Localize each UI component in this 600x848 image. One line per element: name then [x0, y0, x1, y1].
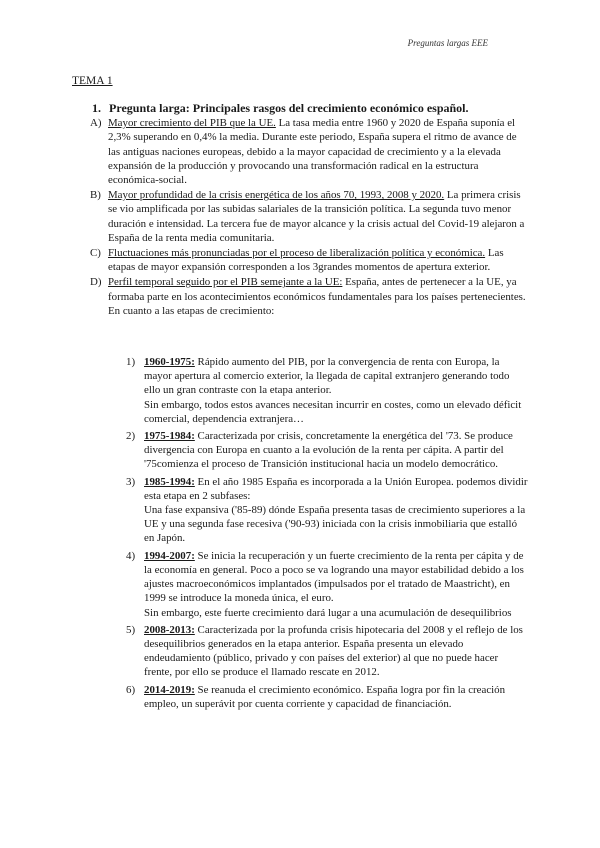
- stage-item: [72, 623, 528, 680]
- spacer: [72, 328, 528, 352]
- stage-period: 1960-1975:: [144, 356, 195, 369]
- list-item: [72, 188, 528, 245]
- stage-item: [72, 429, 528, 472]
- stage-marker: 1): [126, 356, 136, 369]
- item-text: La tasa media entre 1960 y 2020 de España suponía el 2,3% superando en 0,4% la media. Durante este periodo, España supera el ritmo de avance de las antiguas naciones europeas, debido a la mayor capacidad de crecimiento y a la elevada expansión de la producción y provocando una transformación radical en la estructura económica-social.: [108, 117, 517, 187]
- stage-text: Rápido aumento del PIB, por la convergencia de renta con Europa, la mayor apertura al comercio exterior, la llegada de capital extranjero generando todo ello un gran contraste con la etapa anterior.: [144, 356, 510, 397]
- stage-period: 1994-2007:: [144, 549, 195, 562]
- item-marker: C): [90, 247, 101, 260]
- section-title: TEMA 1: [72, 75, 113, 87]
- item-marker: D): [90, 276, 102, 289]
- stages-intro: En cuanto a las etapas de crecimiento:: [108, 304, 275, 317]
- item-marker: A): [90, 117, 102, 130]
- list-item: [72, 246, 528, 274]
- stage-marker: 4): [126, 549, 136, 562]
- stage-period: 1975-1984:: [144, 430, 195, 443]
- stage-item: [72, 549, 528, 620]
- list-item: [72, 116, 528, 187]
- stage-text: En el año 1985 España es incorporada a la Unión Europea. podemos dividir esta etapa en 2 subfases:: [144, 475, 528, 502]
- stage-extra: Una fase expansiva ('85-89) dónde España presenta tasas de crecimiento superiores a la UE y una segunda fase recesiva ('90-93) iniciada con la crisis inmobiliaria que estalló en Japón.: [144, 504, 526, 545]
- stage-marker: 2): [126, 430, 136, 443]
- stage-marker: 3): [126, 475, 136, 488]
- item-text: España, antes de pertenecer a la UE, ya formaba parte en los acontecimientos económicos fundamentales para los países pertenecientes.: [108, 276, 526, 303]
- stage-text: Caracterizada por la profunda crisis hipotecaria del 2008 y el reflejo de los desequilibrios generados en la etapa anterior. España presenta un elevado endeudamiento (público, privado y con países del exterior) al que no puede hacer frente, por ello se produce el llamado rescate en 2012.: [144, 623, 523, 679]
- stage-item: [72, 355, 528, 426]
- stage-text: Se inicia la recuperación y un fuerte crecimiento de la renta per cápita y de la economía en general. Poco a poco se va logrando una mayor estabilidad debido a los ajustes macroeconómicos implantados (impulsados por el tratado de Maastricht), en 1999 se introduce la moneda única, el euro.: [144, 549, 524, 605]
- document-content: [72, 101, 528, 711]
- question-number: 1.: [92, 101, 101, 115]
- stage-text: Caracterizada por crisis, concretamente la energética del '73. Se produce divergencia con Europa en cuanto a la evolución de la renta per cápita. A partir del '75comienza el proceso de Transición institucional hacia un modelo democrático.: [144, 430, 513, 471]
- stage-marker: 5): [126, 623, 136, 636]
- stage-extra: Sin embargo, este fuerte crecimiento dará lugar a una acumulación de desequilibrios: [144, 606, 512, 619]
- item-text: La primera crisis se vio amplificada por las subidas salariales de la transición política. La segunda tuvo menor duración e intensidad. La tercera fue de mayor alcance y la crisis actual del Covid-19 alejaron a España de la renta media comunitaria.: [108, 189, 525, 244]
- stage-period: 2008-2013:: [144, 623, 195, 636]
- item-heading: Mayor crecimiento del PIB que la UE.: [108, 117, 276, 130]
- page-header: Preguntas largas EEE: [407, 38, 488, 48]
- stage-item: [72, 475, 528, 546]
- list-item: [72, 275, 528, 303]
- stage-item: [72, 683, 528, 711]
- item-heading: Fluctuaciones más pronunciadas por el proceso de liberalización política y económica.: [108, 247, 486, 260]
- stage-extra: Sin embargo, todos estos avances necesitan incurrir en costes, como un elevado déficit comercial, dependencia extranjera…: [144, 398, 522, 425]
- item-text: Las etapas de mayor expansión corresponden a los 3grandes momentos de apertura exterior.: [108, 247, 504, 274]
- stage-period: 2014-2019:: [144, 683, 195, 696]
- item-heading: Perfil temporal seguido por el PIB semejante a la UE:: [108, 276, 343, 289]
- stage-text: Se reanuda el crecimiento económico. España logra por fin la creación empleo, un superávit por cuenta corriente y capacidad de financiación.: [144, 683, 506, 710]
- item-marker: B): [90, 189, 101, 202]
- item-heading: Mayor profundidad de la crisis energética de los años 70, 1993, 2008 y 2020.: [108, 189, 445, 202]
- stage-period: 1985-1994:: [144, 475, 195, 488]
- stage-marker: 6): [126, 683, 136, 696]
- question-title-text: Pregunta larga: Principales rasgos del crecimiento económico español.: [109, 101, 469, 115]
- question-title: [72, 101, 528, 115]
